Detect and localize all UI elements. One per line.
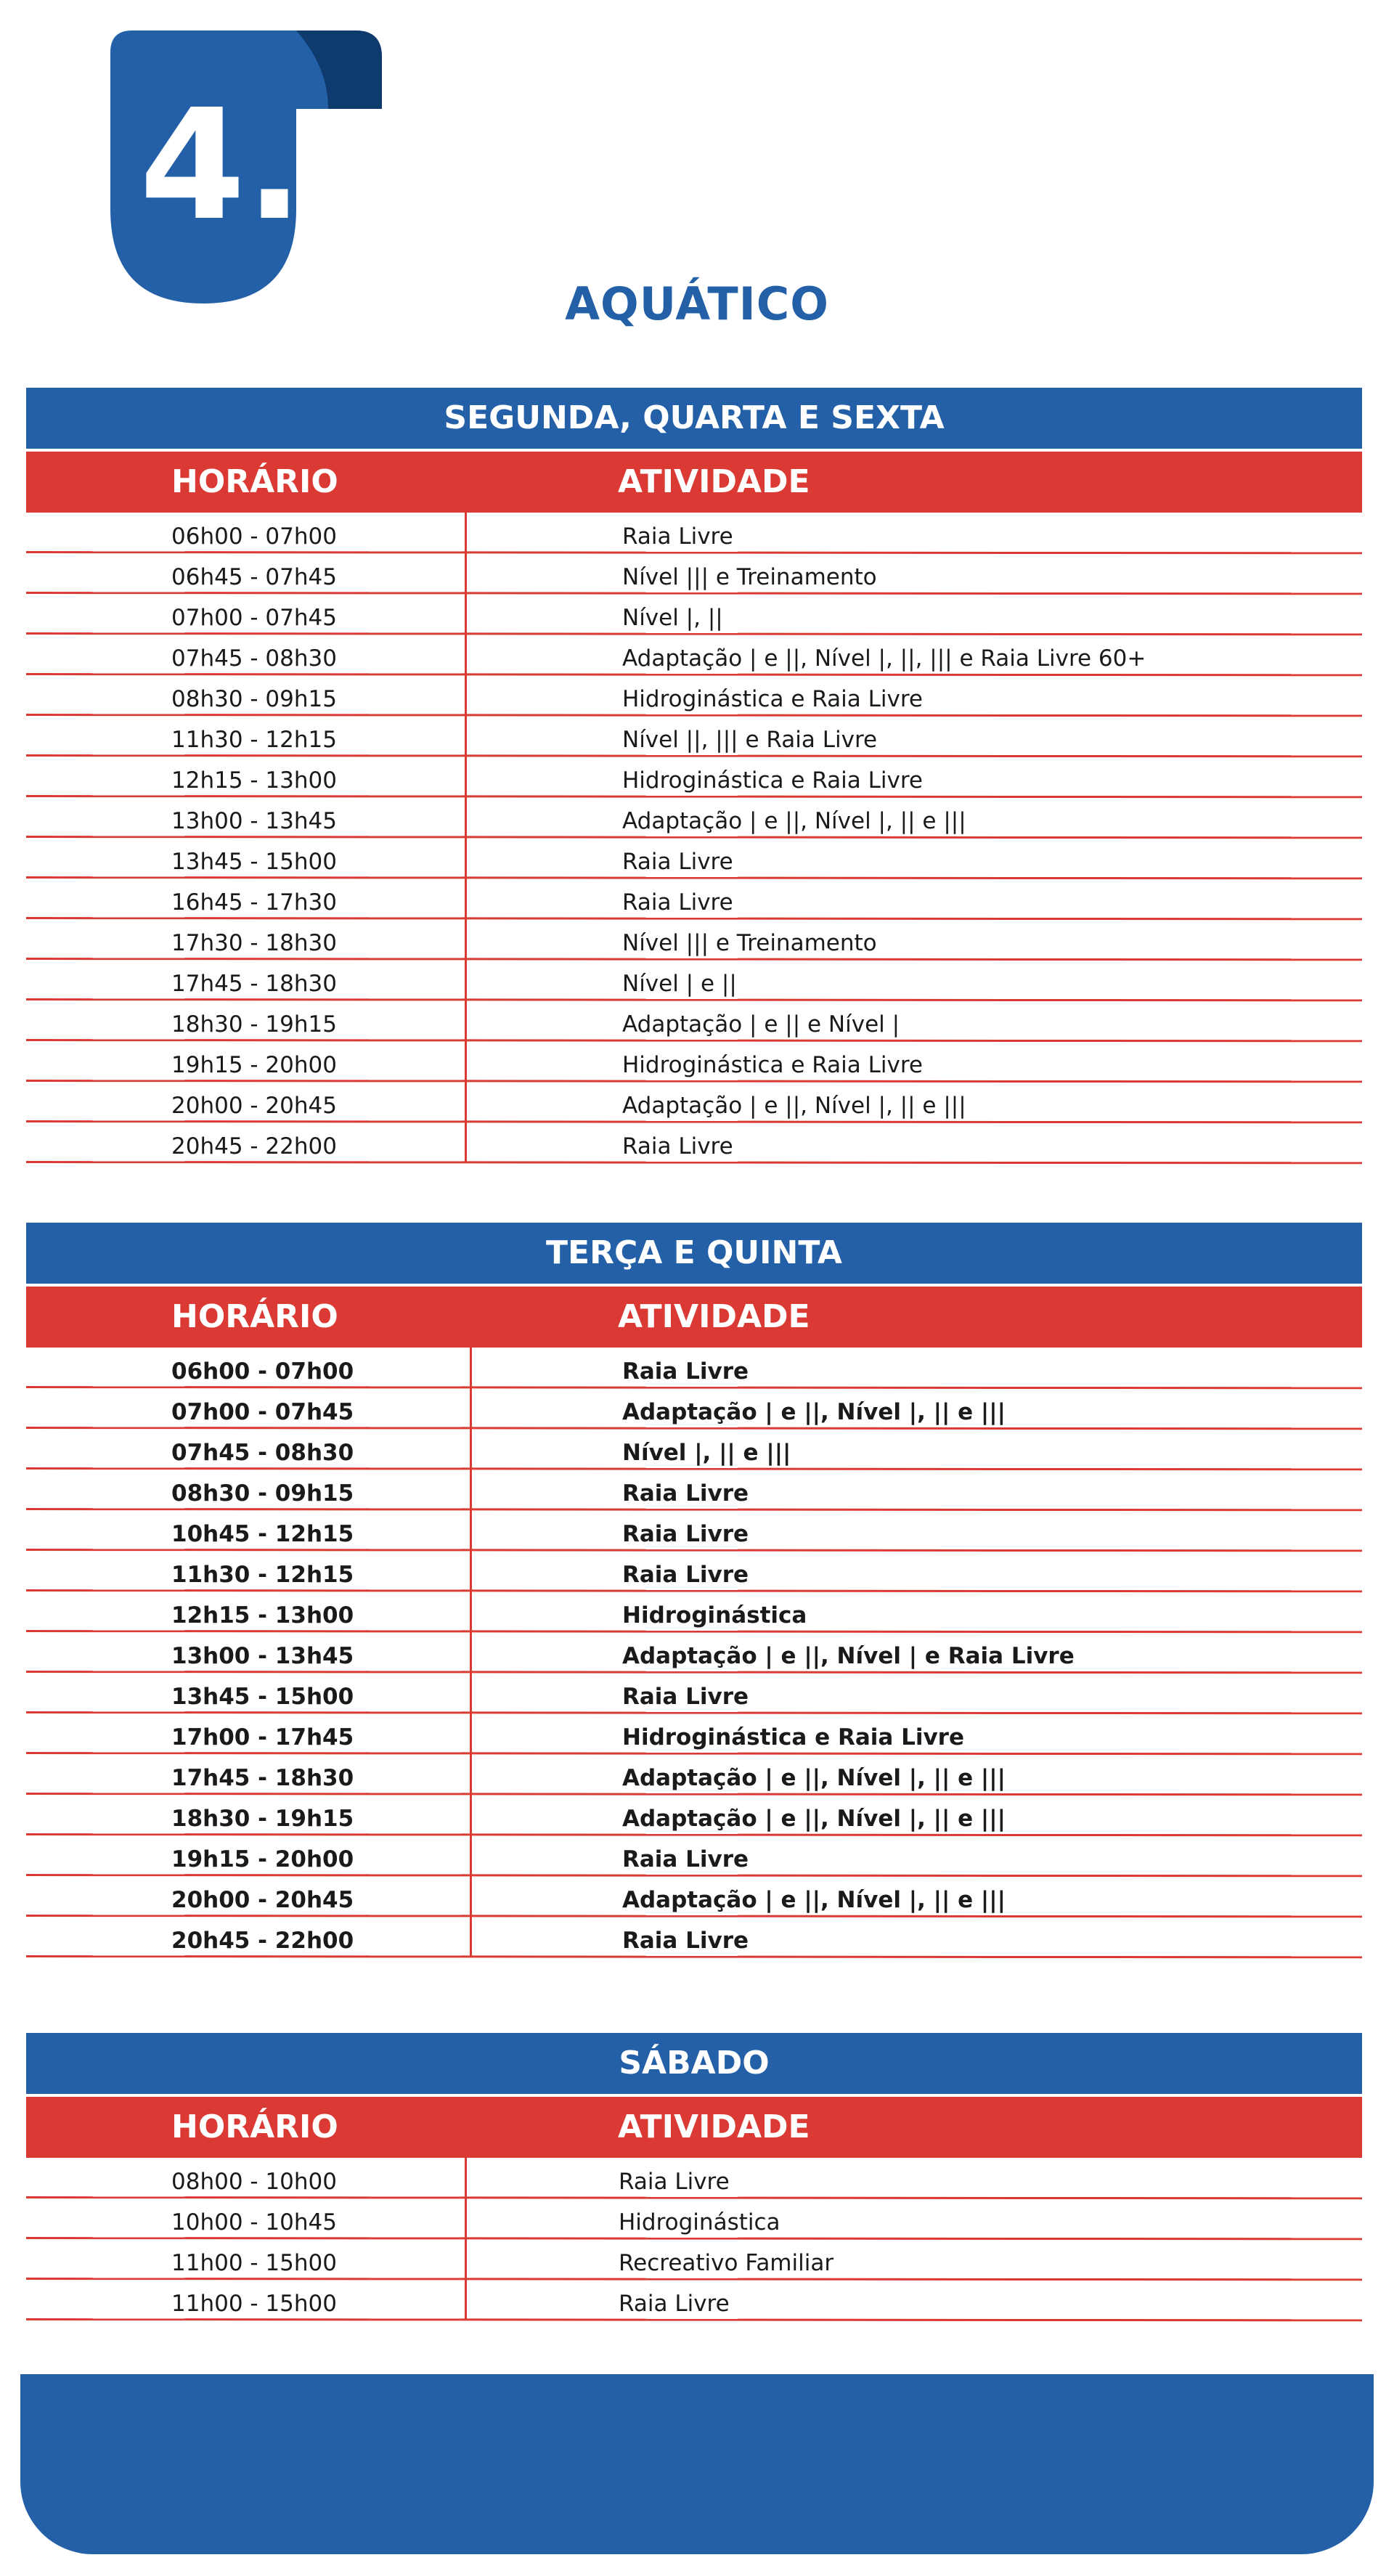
table-row (26, 1713, 1362, 1754)
table-row (26, 1835, 1362, 1876)
column-atividade: ATIVIDADE (618, 2108, 810, 2145)
table-row (26, 553, 1362, 594)
row-activity: Raia Livre (622, 1562, 749, 1588)
row-activity: Hidroginástica e Raia Livre (622, 1724, 964, 1750)
table-row (26, 1876, 1362, 1917)
section-number-badge (110, 30, 382, 303)
schedule-mon-wed-fri (26, 388, 1362, 1163)
row-time: 20h45 - 22h00 (171, 1928, 354, 1954)
row-time: 10h00 - 10h45 (171, 2209, 337, 2235)
row-activity: Nível ||| e Treinamento (622, 564, 877, 590)
page-title: AQUÁTICO (565, 277, 829, 330)
row-time: 20h00 - 20h45 (171, 1887, 354, 1913)
table-row (26, 1510, 1362, 1551)
row-time: 06h00 - 07h00 (171, 523, 337, 550)
table-row (26, 2239, 1362, 2280)
row-time: 17h30 - 18h30 (171, 930, 337, 956)
row-activity: Adaptação | e ||, Nível | e Raia Livre (622, 1643, 1075, 1669)
row-activity: Nível ||, ||| e Raia Livre (622, 727, 878, 753)
row-time: 13h45 - 15h00 (171, 849, 337, 875)
row-activity: Recreativo Familiar (619, 2250, 834, 2276)
row-activity: Raia Livre (619, 2169, 730, 2195)
day-header: SEGUNDA, QUARTA E SEXTA (26, 388, 1362, 449)
row-activity: Raia Livre (622, 1928, 749, 1954)
row-activity: Nível |, || e ||| (622, 1440, 791, 1466)
row-activity: Raia Livre (622, 523, 733, 550)
row-activity: Adaptação | e ||, Nível |, || e ||| (622, 1399, 1006, 1425)
row-activity: Adaptação | e || e Nível | (622, 1011, 900, 1038)
row-activity: Adaptação | e ||, Nível |, || e ||| (622, 1093, 966, 1119)
row-time: 13h00 - 13h45 (171, 1643, 354, 1669)
row-time: 07h45 - 08h30 (171, 1440, 354, 1466)
row-time: 17h45 - 18h30 (171, 971, 337, 997)
column-divider (465, 2158, 467, 2320)
table-row (26, 1470, 1362, 1510)
table-row (26, 1917, 1362, 1957)
row-activity: Hidroginástica e Raia Livre (622, 686, 923, 712)
table-row (26, 1082, 1362, 1122)
schedule-tue-thu (26, 1223, 1362, 1957)
row-time: 18h30 - 19h15 (171, 1011, 337, 1038)
column-divider (465, 513, 467, 1163)
table-row (26, 919, 1362, 960)
row-time: 11h30 - 12h15 (171, 1562, 354, 1588)
table-row (26, 635, 1362, 675)
table-row (26, 879, 1362, 919)
table-row (26, 1429, 1362, 1470)
row-activity: Raia Livre (622, 1521, 749, 1547)
table-row (26, 757, 1362, 797)
table-row (26, 2280, 1362, 2320)
row-activity: Nível | e || (622, 971, 737, 997)
row-activity: Adaptação | e ||, Nível |, || e ||| (622, 1765, 1006, 1791)
row-time: 19h15 - 20h00 (171, 1052, 337, 1078)
table-row (26, 1348, 1362, 1388)
row-time: 19h15 - 20h00 (171, 1846, 354, 1872)
row-time: 11h00 - 15h00 (171, 2291, 337, 2317)
row-time: 13h00 - 13h45 (171, 808, 337, 834)
table-row (26, 1632, 1362, 1673)
table-row (26, 1122, 1362, 1163)
row-activity: Hidroginástica (619, 2209, 780, 2235)
row-time: 18h30 - 19h15 (171, 1806, 354, 1832)
row-time: 07h45 - 08h30 (171, 645, 337, 672)
row-activity: Adaptação | e ||, Nível |, || e ||| (622, 1806, 1006, 1832)
row-activity: Raia Livre (622, 1846, 749, 1872)
row-activity: Adaptação | e ||, Nível |, || e ||| (622, 808, 966, 834)
row-time: 13h45 - 15h00 (171, 1684, 354, 1710)
row-time: 08h00 - 10h00 (171, 2169, 337, 2195)
row-time: 07h00 - 07h45 (171, 1399, 354, 1425)
row-activity: Raia Livre (619, 2291, 730, 2317)
row-activity: Hidroginástica e Raia Livre (622, 1052, 923, 1078)
schedule-rows (26, 513, 1362, 1163)
table-row (26, 1795, 1362, 1835)
row-activity: Hidroginástica e Raia Livre (622, 767, 923, 794)
table-row (26, 2198, 1362, 2239)
table-row (26, 1041, 1362, 1082)
row-time: 11h30 - 12h15 (171, 727, 337, 753)
column-horario: HORÁRIO (171, 463, 338, 500)
table-row (26, 1591, 1362, 1632)
badge-number: 4. (139, 76, 303, 254)
column-horario: HORÁRIO (171, 2108, 338, 2145)
row-activity: Nível ||| e Treinamento (622, 930, 877, 956)
column-header (26, 452, 1362, 513)
table-row (26, 1000, 1362, 1041)
row-activity: Raia Livre (622, 889, 733, 916)
row-time: 08h30 - 09h15 (171, 1480, 354, 1507)
column-header (26, 2097, 1362, 2158)
row-activity: Raia Livre (622, 849, 733, 875)
row-time: 20h00 - 20h45 (171, 1093, 337, 1119)
row-time: 07h00 - 07h45 (171, 605, 337, 631)
footer-band (20, 2374, 1374, 2554)
table-row (26, 797, 1362, 838)
day-header: SÁBADO (26, 2033, 1362, 2094)
row-time: 10h45 - 12h15 (171, 1521, 354, 1547)
row-activity: Hidroginástica (622, 1602, 807, 1629)
row-activity: Adaptação | e ||, Nível |, ||, ||| e Raia Livre 60+ (622, 645, 1146, 672)
table-row (26, 838, 1362, 879)
row-time: 16h45 - 17h30 (171, 889, 337, 916)
column-atividade: ATIVIDADE (618, 463, 810, 500)
column-divider (470, 1348, 472, 1957)
row-activity: Raia Livre (622, 1684, 749, 1710)
row-time: 08h30 - 09h15 (171, 686, 337, 712)
table-row (26, 1754, 1362, 1795)
table-row (26, 594, 1362, 635)
schedule-rows (26, 2158, 1362, 2320)
schedule-rows (26, 1348, 1362, 1957)
table-row (26, 1388, 1362, 1429)
column-atividade: ATIVIDADE (618, 1298, 810, 1335)
row-time: 20h45 - 22h00 (171, 1133, 337, 1159)
row-time: 06h00 - 07h00 (171, 1358, 354, 1385)
day-header: TERÇA E QUINTA (26, 1223, 1362, 1284)
table-row (26, 675, 1362, 716)
row-time: 17h45 - 18h30 (171, 1765, 354, 1791)
row-time: 06h45 - 07h45 (171, 564, 337, 590)
row-activity: Adaptação | e ||, Nível |, || e ||| (622, 1887, 1006, 1913)
row-activity: Raia Livre (622, 1133, 733, 1159)
row-activity: Raia Livre (622, 1480, 749, 1507)
column-horario: HORÁRIO (171, 1298, 338, 1335)
row-time: 12h15 - 13h00 (171, 1602, 354, 1629)
row-time: 11h00 - 15h00 (171, 2250, 337, 2276)
table-row (26, 716, 1362, 757)
row-time: 12h15 - 13h00 (171, 767, 337, 794)
table-row (26, 513, 1362, 553)
row-time: 17h00 - 17h45 (171, 1724, 354, 1750)
table-row (26, 2158, 1362, 2198)
schedule-saturday (26, 2033, 1362, 2320)
row-activity: Raia Livre (622, 1358, 749, 1385)
row-activity: Nível |, || (622, 605, 723, 631)
table-row (26, 1551, 1362, 1591)
table-row (26, 1673, 1362, 1713)
column-header (26, 1287, 1362, 1348)
table-row (26, 960, 1362, 1000)
